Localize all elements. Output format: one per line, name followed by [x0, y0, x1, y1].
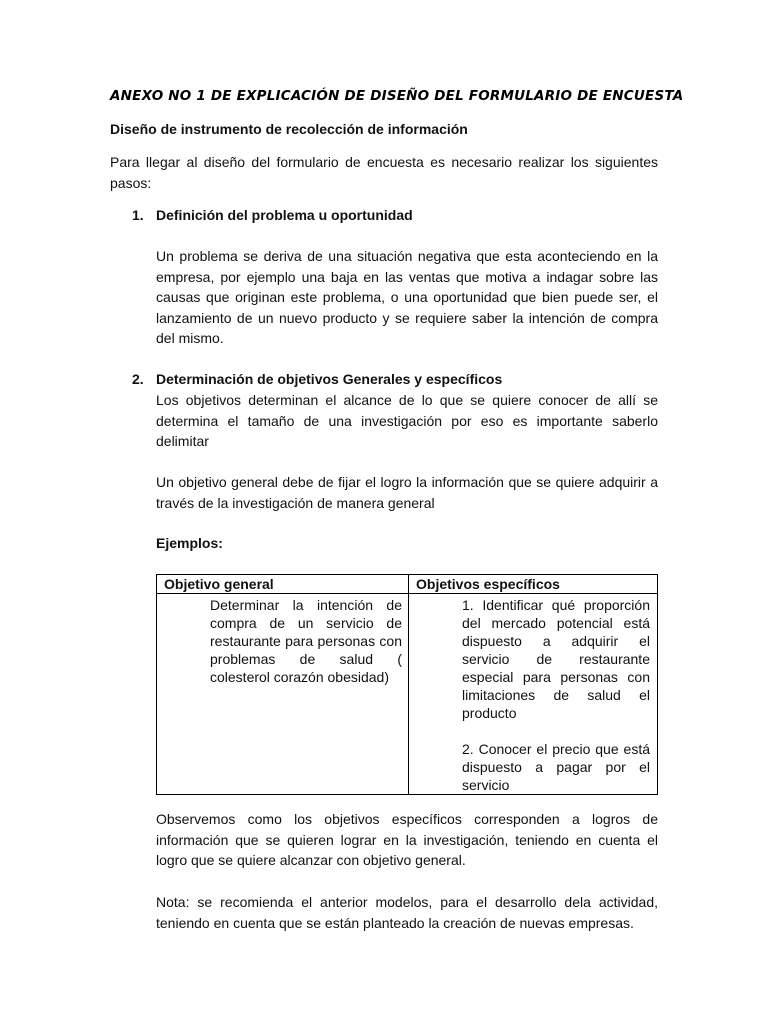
- step-2-paragraph-2: Un objetivo general debe de fijar el logro la información que se quiere adquirir a través de la investigación de manera general: [156, 474, 658, 511]
- section-subtitle: Diseño de instrumento de recolección de información: [110, 121, 468, 137]
- step-1-paragraph: Un problema se deriva de una situación negativa que esta aconteciendo en la empresa, por ejemplo una baja en las ventas que motiva a indagar sobre las causas que originan este problema, o una oportunidad que bien puede ser, el lanzamiento de un nuevo producto y se requiere saber la intención de compra del mismo.: [156, 248, 658, 346]
- table-header-row: [157, 575, 658, 594]
- specific-objective-1: 1. Identificar qué proporción del mercado potencial está dispuesto a adquirir el servicio de restaurante especial para personas con limitaciones de salud el producto: [462, 597, 650, 721]
- intro-paragraph: Para llegar al diseño del formulario de encuesta es necesario realizar los siguientes pasos:: [110, 154, 658, 191]
- step-1-heading: [132, 207, 413, 223]
- table-row: [157, 594, 658, 795]
- step-2-number: 2.: [132, 371, 144, 387]
- cell-general: [157, 594, 409, 795]
- step-2-title: Determinación de objetivos Generales y específicos: [156, 371, 503, 387]
- step-1-number: 1.: [132, 207, 144, 223]
- specific-objectives: [462, 596, 650, 794]
- step-1-title: Definición del problema u oportunidad: [156, 207, 413, 223]
- header-specific: Objetivos específicos: [409, 575, 658, 594]
- objectives-table: [156, 574, 658, 795]
- step-2-heading: [132, 371, 503, 387]
- cell-specific: [409, 594, 658, 795]
- specific-objective-2: 2. Conocer el precio que está dispuesto a pagar por el servicio: [462, 741, 650, 793]
- note-paragraph: Nota: se recomienda el anterior modelos, para el desarrollo dela actividad, teniendo en cuenta que se están planteado la creación de nuevas empresas.: [156, 894, 658, 931]
- general-objective-text: Determinar la intención de compra de un servicio de restaurante para personas con problemas de salud ( colesterol corazón obesidad): [210, 597, 402, 685]
- document-title: ANEXO NO 1 DE EXPLICACIÓN DE DISEÑO DEL FORMULARIO DE ENCUESTA: [110, 88, 684, 104]
- examples-label: Ejemplos:: [156, 535, 223, 551]
- header-general: Objetivo general: [157, 575, 409, 594]
- step-2-paragraph-1: Los objetivos determinan el alcance de lo que se quiere conocer de allí se determina el tamaño de una investigación por eso es importante saberlo delimitar: [156, 392, 658, 449]
- closing-paragraph: Observemos como los objetivos específicos corresponden a logros de información que se quieren lograr en la investigación, teniendo en cuenta el logro que se quiere alcanzar con objetivo general.: [156, 811, 658, 868]
- spacer: [462, 722, 650, 740]
